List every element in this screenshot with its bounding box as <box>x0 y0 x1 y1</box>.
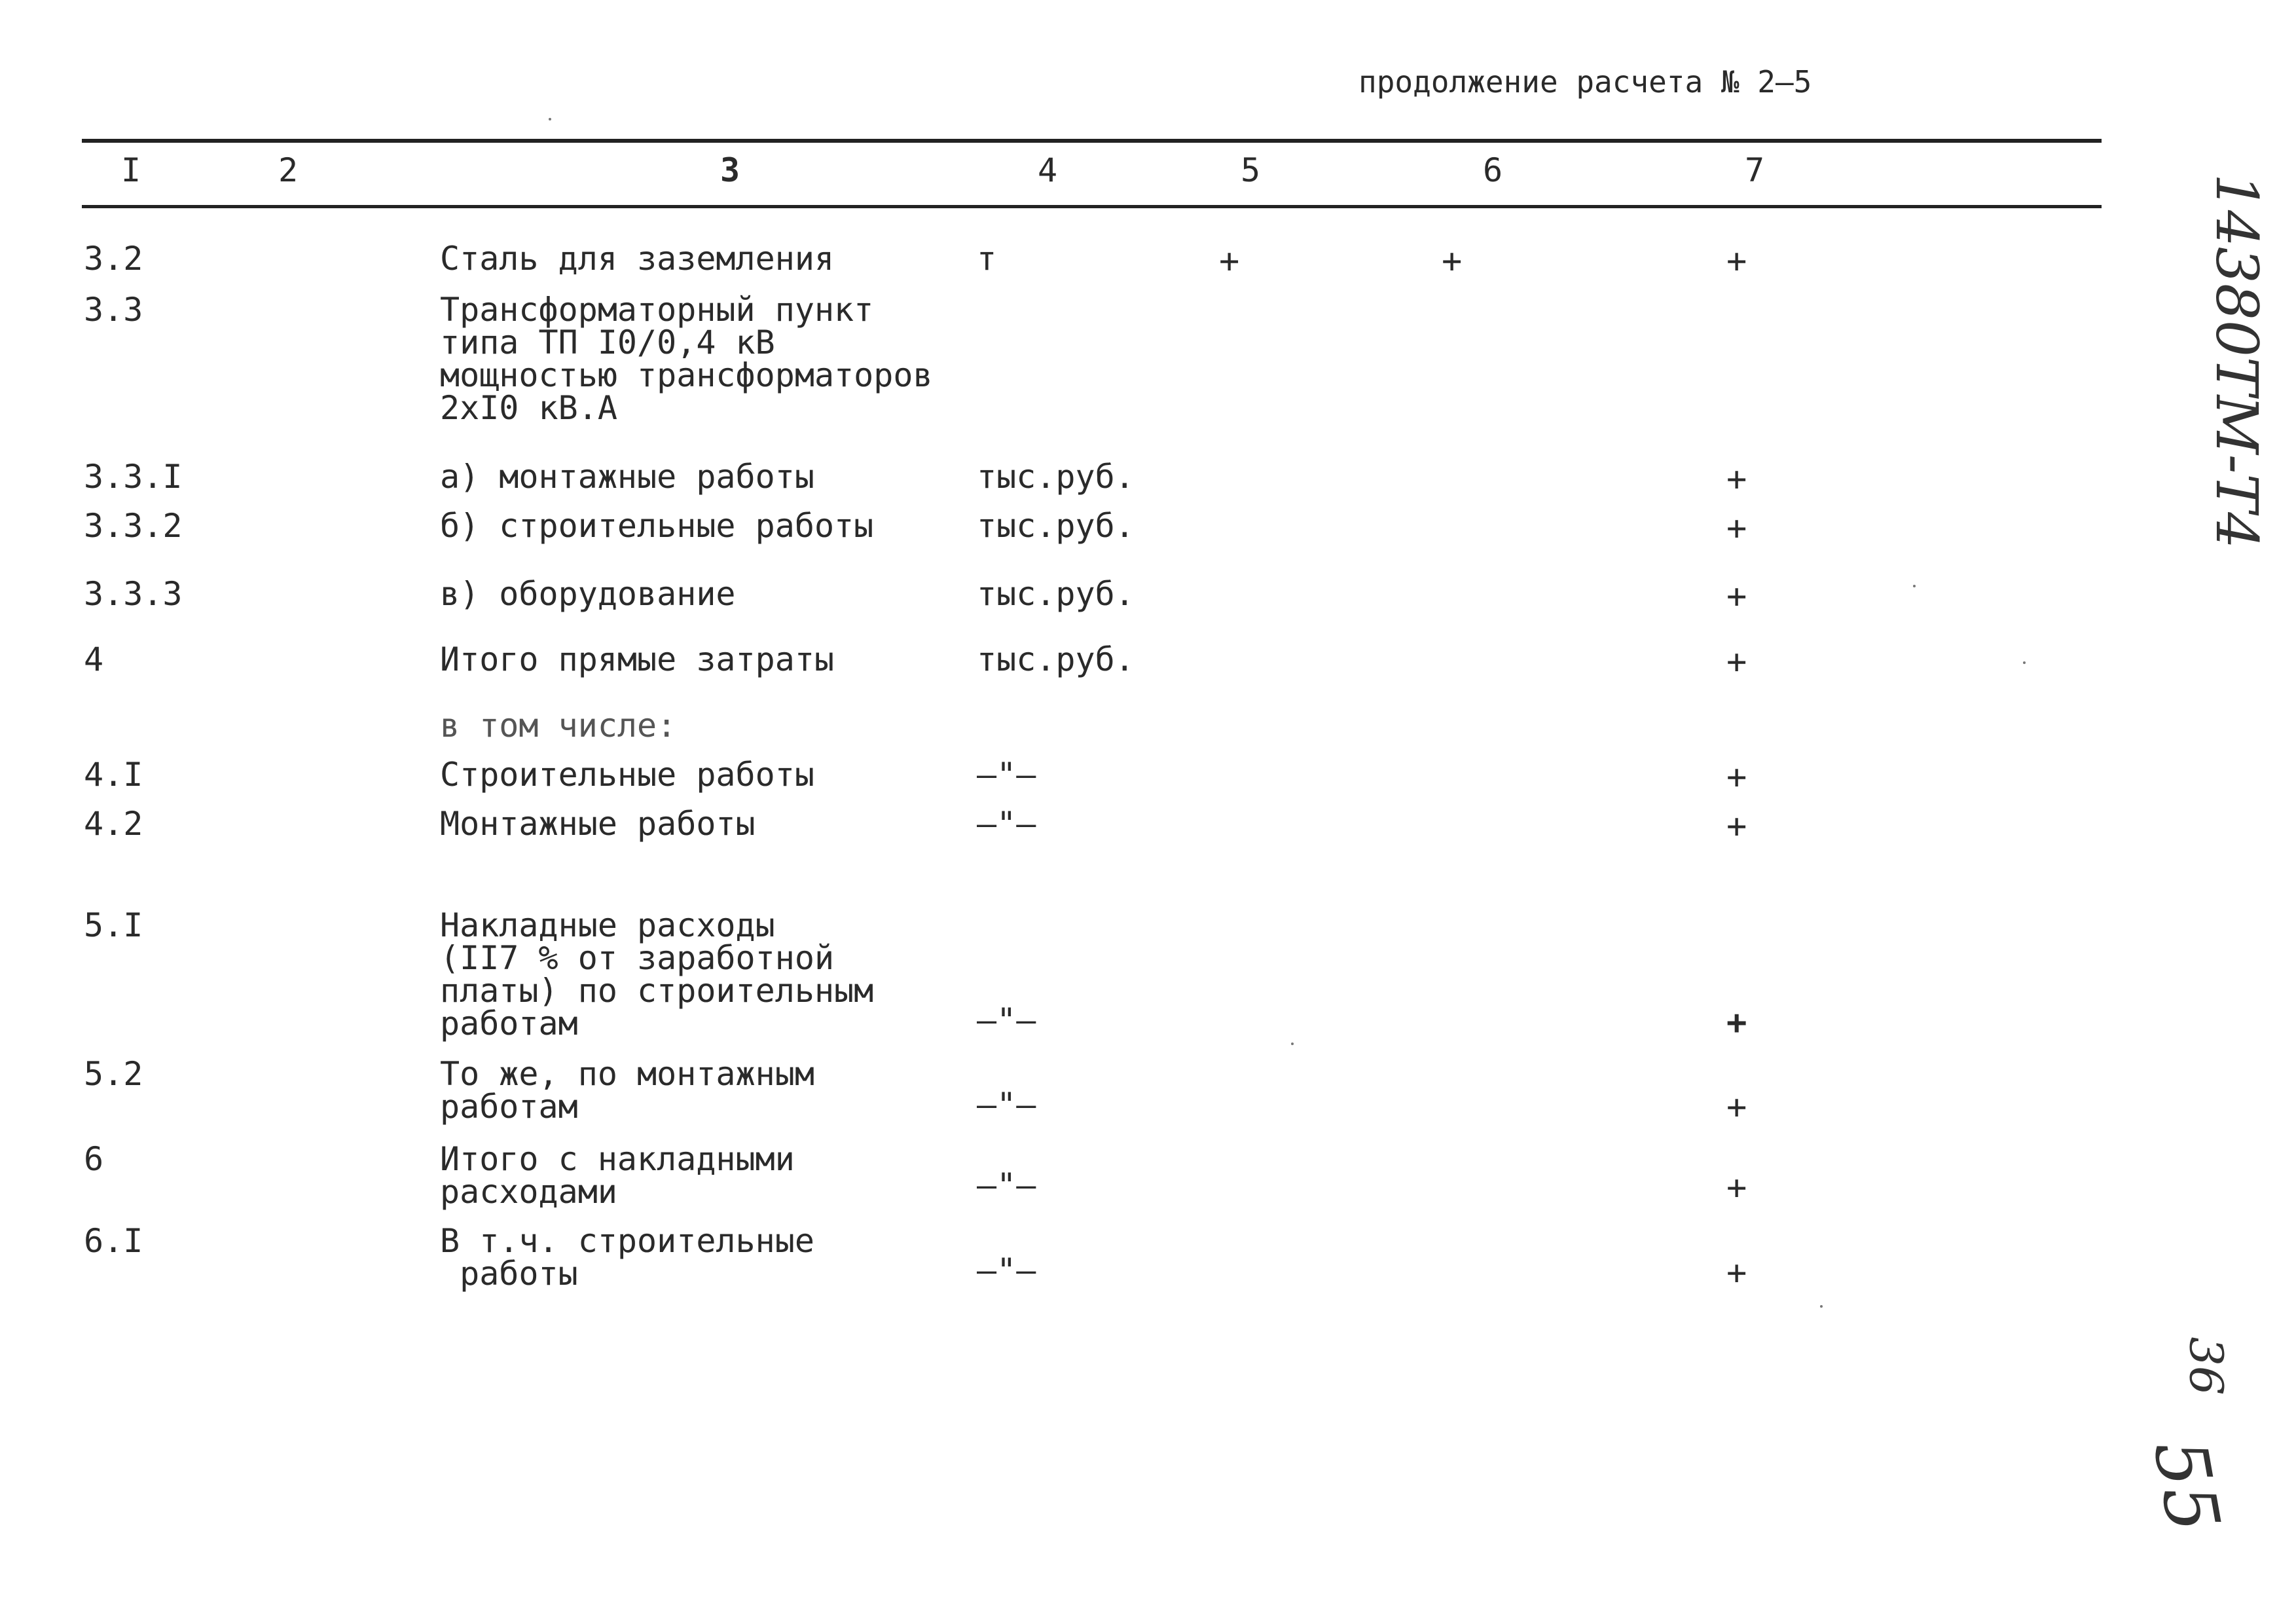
col-header-2: 2 <box>278 151 299 189</box>
margin-doc-code: 14380ТМ-Т4 <box>2203 173 2271 549</box>
row-number: 3.2 <box>84 240 143 278</box>
row-description: Строительные работы <box>440 756 814 794</box>
row-description: б) строительные работы <box>440 507 874 545</box>
row-number: 4.2 <box>84 805 143 843</box>
row-number: 3.3.3 <box>84 575 183 613</box>
row-description-line: Итого с накладными <box>440 1140 795 1178</box>
row-description-line: Накладные расходы <box>440 906 775 944</box>
row-unit: –"– <box>977 1251 1036 1289</box>
row-description-line: Трансформаторный пункт <box>440 291 874 329</box>
row-description-line: 2xI0 кВ.А <box>440 389 617 427</box>
row-number: 6.I <box>84 1222 143 1260</box>
row-number: 3.3.I <box>84 458 183 496</box>
row-description: Итого прямые затраты <box>440 640 835 678</box>
table-top-rule <box>82 139 2102 143</box>
row-description-line: В т.ч. строительные <box>440 1222 814 1260</box>
row-number: 6 <box>84 1140 104 1178</box>
row-col7-mark: + <box>1726 509 1747 548</box>
row-col7-mark: + <box>1726 758 1747 797</box>
row-number: 4 <box>84 640 104 678</box>
row-description-line: работы <box>440 1255 578 1293</box>
row-col7-mark: + <box>1726 1168 1747 1208</box>
row-unit: т <box>977 240 997 278</box>
row-description: Сталь для заземления <box>440 240 835 278</box>
col-header-1: I <box>121 151 141 189</box>
row-col7-mark: + <box>1726 460 1747 499</box>
row-description-line: То же, по монтажным <box>440 1055 814 1093</box>
row-description-line: работам <box>440 1005 578 1043</box>
row-number: 5.I <box>84 906 143 944</box>
row-description: в том числе: <box>440 707 677 745</box>
row-description: а) монтажные работы <box>440 458 814 496</box>
row-col7-mark: + <box>1726 1088 1747 1127</box>
row-description-line: типа ТП I0/0,4 кВ <box>440 323 775 361</box>
scan-speck <box>549 118 551 120</box>
scan-speck <box>1913 585 1916 587</box>
row-unit: –"– <box>977 1001 1036 1039</box>
row-col7-mark: + <box>1726 642 1747 682</box>
col-header-7: 7 <box>1745 151 1765 189</box>
row-unit: тыс.руб. <box>977 458 1135 496</box>
scan-speck <box>1820 1305 1823 1308</box>
scan-speck <box>1291 1043 1294 1045</box>
row-unit: –"– <box>977 756 1036 794</box>
col-header-3: 3 <box>720 151 740 189</box>
row-col7-mark: + <box>1726 242 1747 281</box>
row-description: в) оборудование <box>440 575 736 613</box>
row-unit: тыс.руб. <box>977 640 1135 678</box>
col-header-5: 5 <box>1241 151 1261 189</box>
row-col7-mark: + <box>1726 1003 1747 1043</box>
continuation-header: продолжение расчета № 2–5 <box>1358 64 1812 100</box>
row-unit: –"– <box>977 1086 1036 1124</box>
row-description-line: расходами <box>440 1173 617 1211</box>
row-unit: тыс.руб. <box>977 575 1135 613</box>
row-number: 5.2 <box>84 1055 143 1093</box>
row-description-line: платы) по строительным <box>440 972 874 1010</box>
row-description: Монтажные работы <box>440 805 756 843</box>
row-description-line: мощностью трансформаторов <box>440 356 933 394</box>
row-unit: –"– <box>977 1166 1036 1204</box>
row-col7-mark: + <box>1726 577 1747 616</box>
row-description-line: (II7 % от заработной <box>440 939 835 977</box>
margin-mark: 36 <box>2179 1337 2233 1395</box>
col-header-6: 6 <box>1483 151 1503 189</box>
col-header-4: 4 <box>1038 151 1058 189</box>
table-header-rule <box>82 205 2102 208</box>
row-number: 4.I <box>84 756 143 794</box>
row-number: 3.3 <box>84 291 143 329</box>
row-unit: тыс.руб. <box>977 507 1135 545</box>
row-unit: –"– <box>977 805 1036 843</box>
row-number: 3.3.2 <box>84 507 183 545</box>
margin-page-number: 55 <box>2137 1433 2236 1539</box>
scan-speck <box>2023 661 2026 664</box>
row-col7-mark: + <box>1726 1253 1747 1293</box>
row-description-line: работам <box>440 1088 578 1126</box>
row-col5-mark: + <box>1219 242 1240 281</box>
row-col7-mark: + <box>1726 807 1747 846</box>
row-col6-mark: + <box>1442 242 1463 281</box>
